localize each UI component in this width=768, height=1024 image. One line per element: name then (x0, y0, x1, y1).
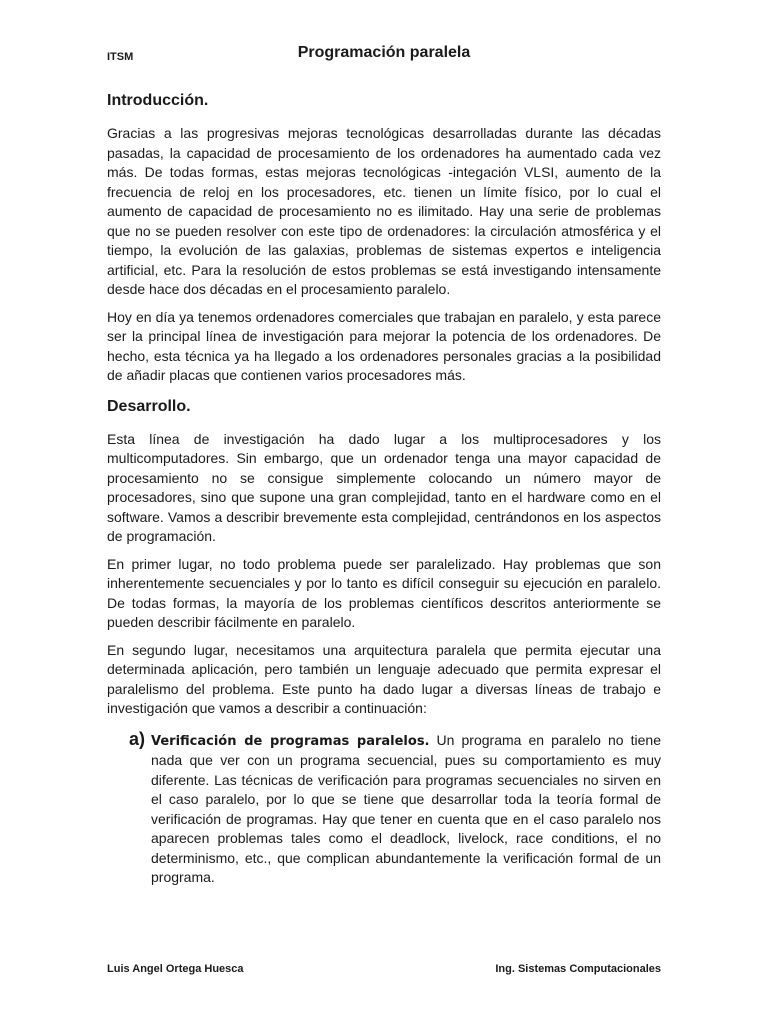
paragraph: Hoy en día ya tenemos ordenadores comerciales que trabajan en paralelo, y esta parece ser la principal línea de investigación para mejorar la potencia de los ordenadores. De hecho, esta técnica ya ha llegado a los ordenadores personales gracias a la posibilidad de añadir placas que contienen varios procesadores más. (107, 308, 661, 383)
list-marker: a) (129, 728, 146, 749)
paragraph: En primer lugar, no todo problema puede ser paralelizado. Hay problemas que son inherentemente secuenciales y por lo tanto es difícil conseguir su ejecución en paralelo. De todas formas, la mayoría de los problemas científicos descritos anteriormente se pueden describir fácilmente en paralelo. (107, 555, 661, 630)
footer-author: Luis Angel Ortega Huesca (107, 963, 244, 975)
section-introduccion (107, 90, 661, 386)
list-item-text (151, 731, 661, 888)
page-header (107, 44, 661, 70)
footer-career: Ing. Sistemas Computacionales (495, 963, 661, 975)
page-title: Programación paralela (297, 44, 471, 61)
header-org: ITSM (107, 51, 134, 63)
document-body (107, 90, 661, 888)
page-footer (107, 963, 661, 979)
section-desarrollo (107, 396, 661, 888)
list-item-term: Verificación de programas paralelos. (151, 733, 430, 749)
section-heading: Introducción. (107, 92, 209, 109)
paragraph: Gracias a las progresivas mejoras tecnológicas desarrolladas durante las décadas pasadas, la capacidad de procesamiento de los ordenadores ha aumentado cada vez más. De todas formas, estas mejoras tecnológicas -integación VLSI, aumento de la frecuencia de reloj en los procesadores, etc. tienen un límite físico, por lo cual el aumento de capacidad de procesamiento no es ilimitado. Hay una serie de problemas que no se pueden resolver con este tipo de ordenadores: la circulación atmosférica y el tiempo, la evolución de las galaxias, problemas de sistemas expertos e inteligencia artificial, etc. Para la resolución de estos problemas se está investigando intensamente desde hace dos décadas en el procesamiento paralelo. (107, 125, 661, 297)
paragraph: Esta línea de investigación ha dado lugar a los multiprocesadores y los multicomputadores. Sin embargo, que un ordenador tenga una mayor capacidad de procesamiento no se consigue simplemente colocando un número mayor de procesadores, sino que supone una gran complejidad, tanto en el hardware como en el software. Vamos a describir brevemente esta complejidad, centrándonos en los aspectos de programación. (107, 430, 661, 544)
list-item-body: Un programa en paralelo no tiene nada que ver con un programa secuencial, pues su comportamiento es muy diferente. Las técnicas de verificación para programas secuenciales no sirven en el caso paralelo, por lo que se tiene que desarrollar toda la teoría formal de verificación de programas. Hay que tener en cuenta que en el caso paralelo nos aparecen problemas tales como el deadlock, livelock, race conditions, el no determinismo, etc., que complican abundantemente la verificación formal de un programa. (151, 731, 661, 885)
ordered-list (107, 728, 661, 888)
list-item (107, 728, 661, 888)
section-heading: Desarrollo. (107, 397, 191, 415)
paragraph: En segundo lugar, necesitamos una arquitectura paralela que permita ejecutar una determinada aplicación, pero también un lenguaje adecuado que permita expresar el paralelismo del problema. Este punto ha dado lugar a diversas líneas de trabajo e investigación que vamos a describir a continuación: (107, 641, 661, 716)
